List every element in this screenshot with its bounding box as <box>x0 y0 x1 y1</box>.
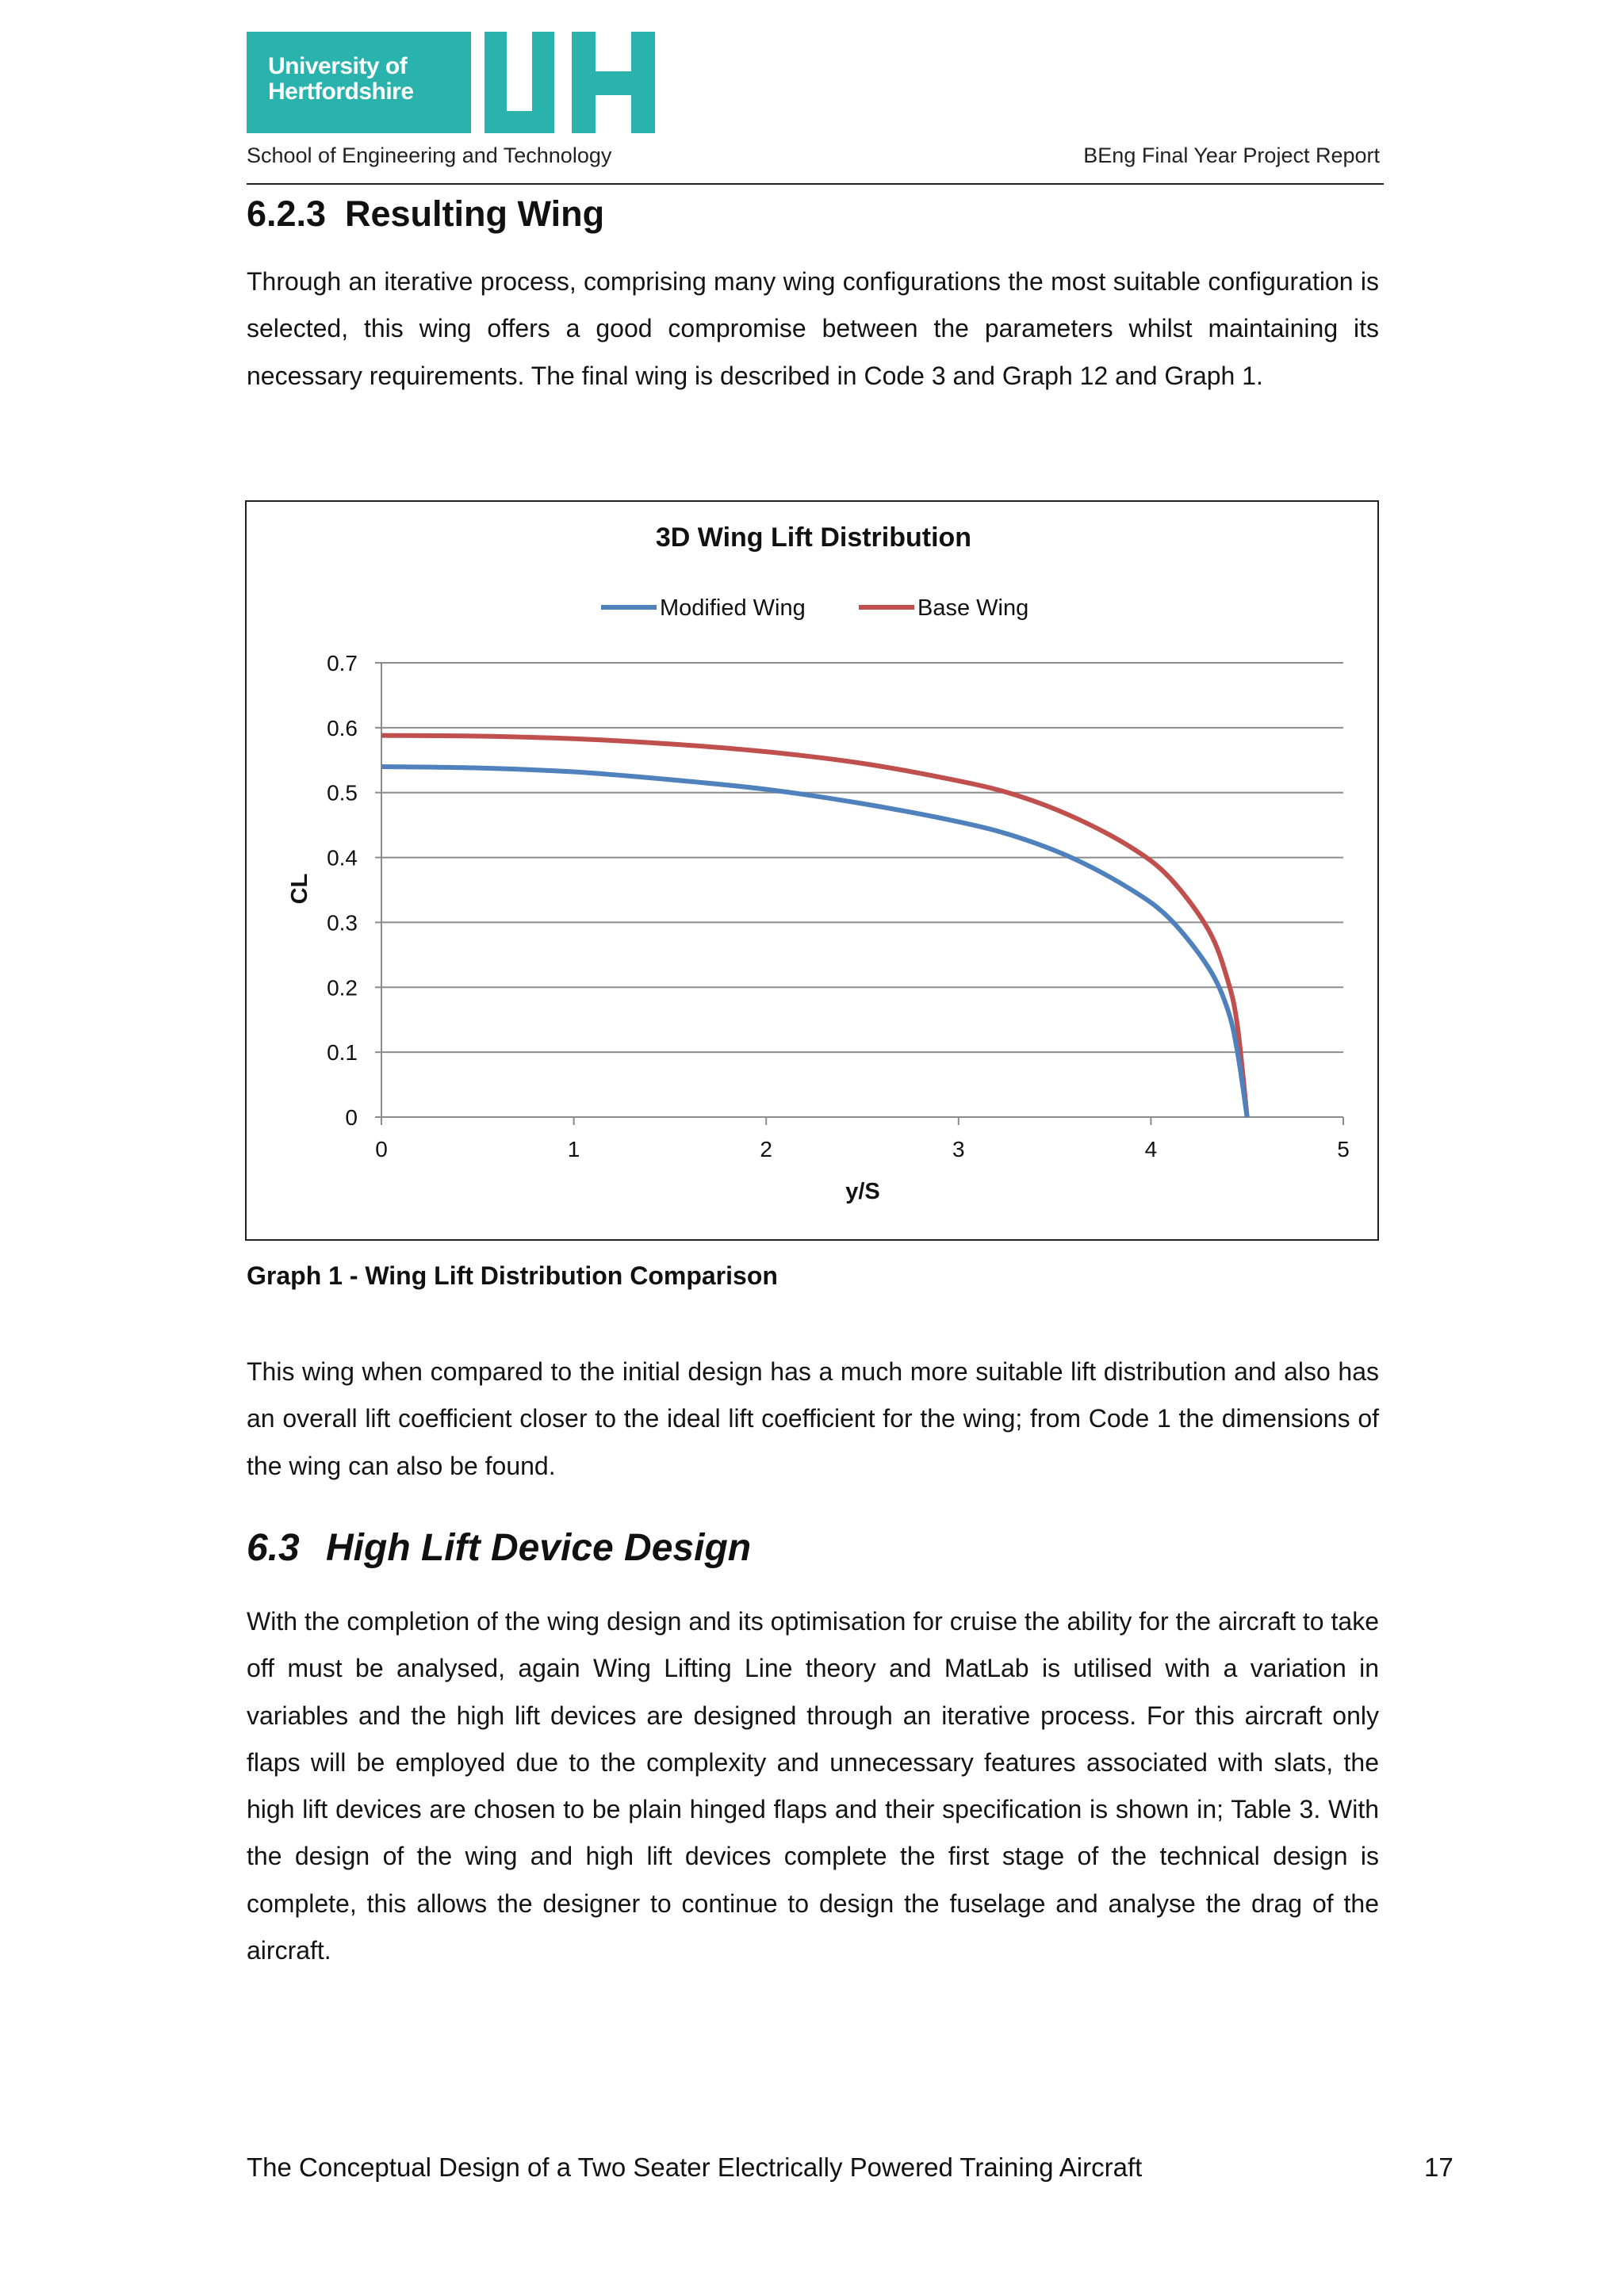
chart-grid <box>381 663 1343 1052</box>
x-axis-label: y/S <box>845 1179 880 1204</box>
y-tick-label: 0.1 <box>327 1040 358 1066</box>
header-report-type: BEng Final Year Project Report <box>1083 144 1380 167</box>
x-tick-label: 0 <box>375 1137 388 1161</box>
figure-caption: Graph 1 - Wing Lift Distribution Comparison <box>247 1261 778 1290</box>
y-axis-label: CL <box>287 873 312 905</box>
x-tick-label: 2 <box>760 1137 772 1161</box>
x-tick-label: 1 <box>567 1137 580 1161</box>
legend-label-modified-wing: Modified Wing <box>660 595 806 621</box>
legend-label-base-wing: Base Wing <box>917 595 1029 621</box>
y-tick-label: 0.7 <box>327 651 358 675</box>
university-logo <box>247 32 655 133</box>
y-tick-label: 0.4 <box>327 845 358 871</box>
section-heading-6-3 <box>247 1526 751 1570</box>
y-tick-label: 0 <box>345 1105 358 1130</box>
section-title: High Lift Device Design <box>326 1527 752 1569</box>
series-line-modified-wing <box>381 767 1247 1117</box>
page-number: 17 <box>1424 2152 1454 2182</box>
logo-u-letter <box>485 32 554 133</box>
footer-document-title: The Conceptual Design of a Two Seater Electrically Powered Training Aircraft <box>247 2152 1143 2182</box>
y-tick-label: 0.6 <box>327 715 358 740</box>
logo-tile <box>247 32 471 133</box>
y-tick-label: 0.5 <box>327 780 358 806</box>
logo-line-2: Hertfordshire <box>268 78 414 105</box>
paragraph-comparison: This wing when compared to the initial design has a much more suitable lift distribution and also has an overall lift coefficient closer to the ideal lift coefficient for the wing; from Code 1 the dimensions of the wing can also be found. <box>247 1357 1379 1480</box>
header-divider <box>247 183 1384 185</box>
x-tick-label: 4 <box>1144 1137 1158 1161</box>
y-tick-label: 0.3 <box>327 910 358 936</box>
chart-legend <box>601 595 1028 621</box>
chart-svg <box>247 502 1381 1242</box>
section-heading-6-2-3 <box>247 193 604 235</box>
paragraph-resulting-wing: Through an iterative process, comprising many wing configurations the most suitable configuration is selected, this wing offers a good compromise between the parameters whilst maintaining its necessary requirements. The final wing is described in Code 3 and Graph 12 and Graph 1. <box>247 267 1379 390</box>
section-title: Resulting Wing <box>345 193 605 234</box>
chart-title: 3D Wing Lift Distribution <box>655 522 972 553</box>
x-tick-label: 3 <box>952 1137 965 1161</box>
paragraph-high-lift-device: With the completion of the wing design and its optimisation for cruise the ability for the aircraft to take off must be analysed, again Wing Lifting Line theory and MatLab is utilised with a variation in variables and the high lift devices are designed through an iterative process. For this aircraft only flaps will be employed due to the complexity and unnecessary features associated with slats, the high lift devices are chosen to be plain hinged flaps and their specification is shown in; Table 3. With the design of the wing and high lift devices complete the first stage of the technical design is complete, this allows the designer to continue to design the fuselage and analyse the drag of the aircraft. <box>247 1607 1379 1965</box>
section-number: 6.3 <box>247 1527 300 1569</box>
logo-line-1: University of <box>268 53 408 79</box>
chart-lift-distribution <box>245 500 1379 1241</box>
x-tick-label: 5 <box>1337 1137 1350 1161</box>
y-tick-label: 0.2 <box>327 975 358 1001</box>
logo-h-letter <box>572 32 655 133</box>
header-school: School of Engineering and Technology <box>247 144 612 167</box>
section-number: 6.2.3 <box>247 193 327 234</box>
